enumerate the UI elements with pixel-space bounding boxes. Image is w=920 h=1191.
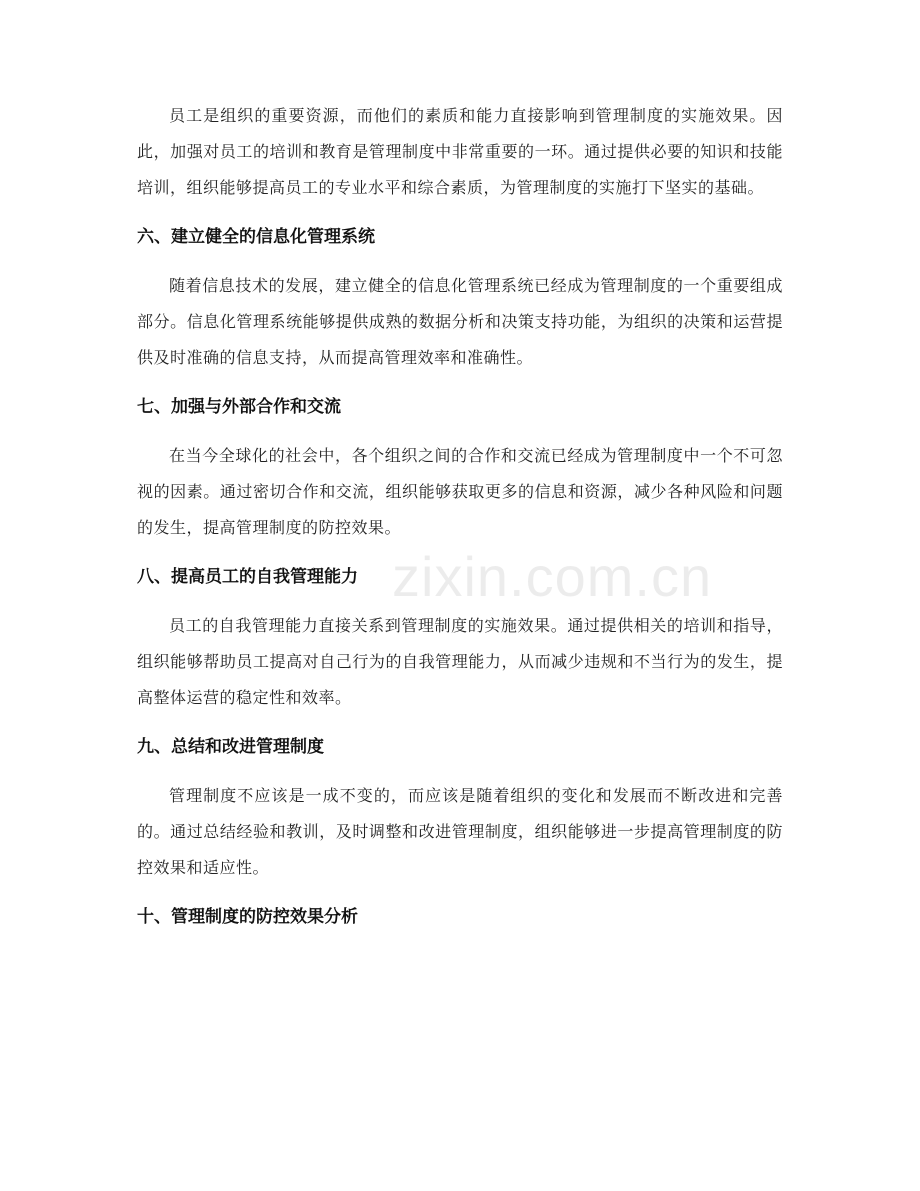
heading-section-10: 十、管理制度的防控效果分析 (137, 907, 358, 927)
paragraph-intro: 员工是组织的重要资源，而他们的素质和能力直接影响到管理制度的实施效果。因此，加强对员工的培训和教育是管理制度中非常重要的一环。通过提供必要的知识和技能培训，组织能够提高员工的专业水平和综合素质，为管理制度的实施打下坚实的基础。 (137, 106, 783, 197)
paragraph-section-6: 随着信息技术的发展，建立健全的信息化管理系统已经成为管理制度的一个重要组成部分。信息化管理系统能够提供成熟的数据分析和决策支持功能，为组织的决策和运营提供及时准确的信息支持，从而提高管理效率和准确性。 (137, 276, 783, 367)
paragraph-section-8: 员工的自我管理能力直接关系到管理制度的实施效果。通过提供相关的培训和指导，组织能够帮助员工提高对自己行为的自我管理能力，从而减少违规和不当行为的发生，提高整体运营的稳定性和效率。 (137, 616, 783, 707)
watermark: zixin.com.cn (392, 545, 713, 608)
heading-section-9: 九、总结和改进管理制度 (137, 737, 324, 757)
heading-section-6: 六、建立健全的信息化管理系统 (137, 227, 375, 247)
heading-section-8: 八、提高员工的自我管理能力 (137, 567, 358, 587)
paragraph-section-9: 管理制度不应该是一成不变的，而应该是随着组织的变化和发展而不断改进和完善的。通过总结经验和教训，及时调整和改进管理制度，组织能够进一步提高管理制度的防控效果和适应性。 (137, 786, 783, 877)
document-content (137, 98, 783, 929)
paragraph-section-7: 在当今全球化的社会中，各个组织之间的合作和交流已经成为管理制度中一个不可忽视的因素。通过密切合作和交流，组织能够获取更多的信息和资源，减少各种风险和问题的发生，提高管理制度的防控效果。 (137, 446, 783, 537)
heading-section-7: 七、加强与外部合作和交流 (137, 397, 341, 417)
